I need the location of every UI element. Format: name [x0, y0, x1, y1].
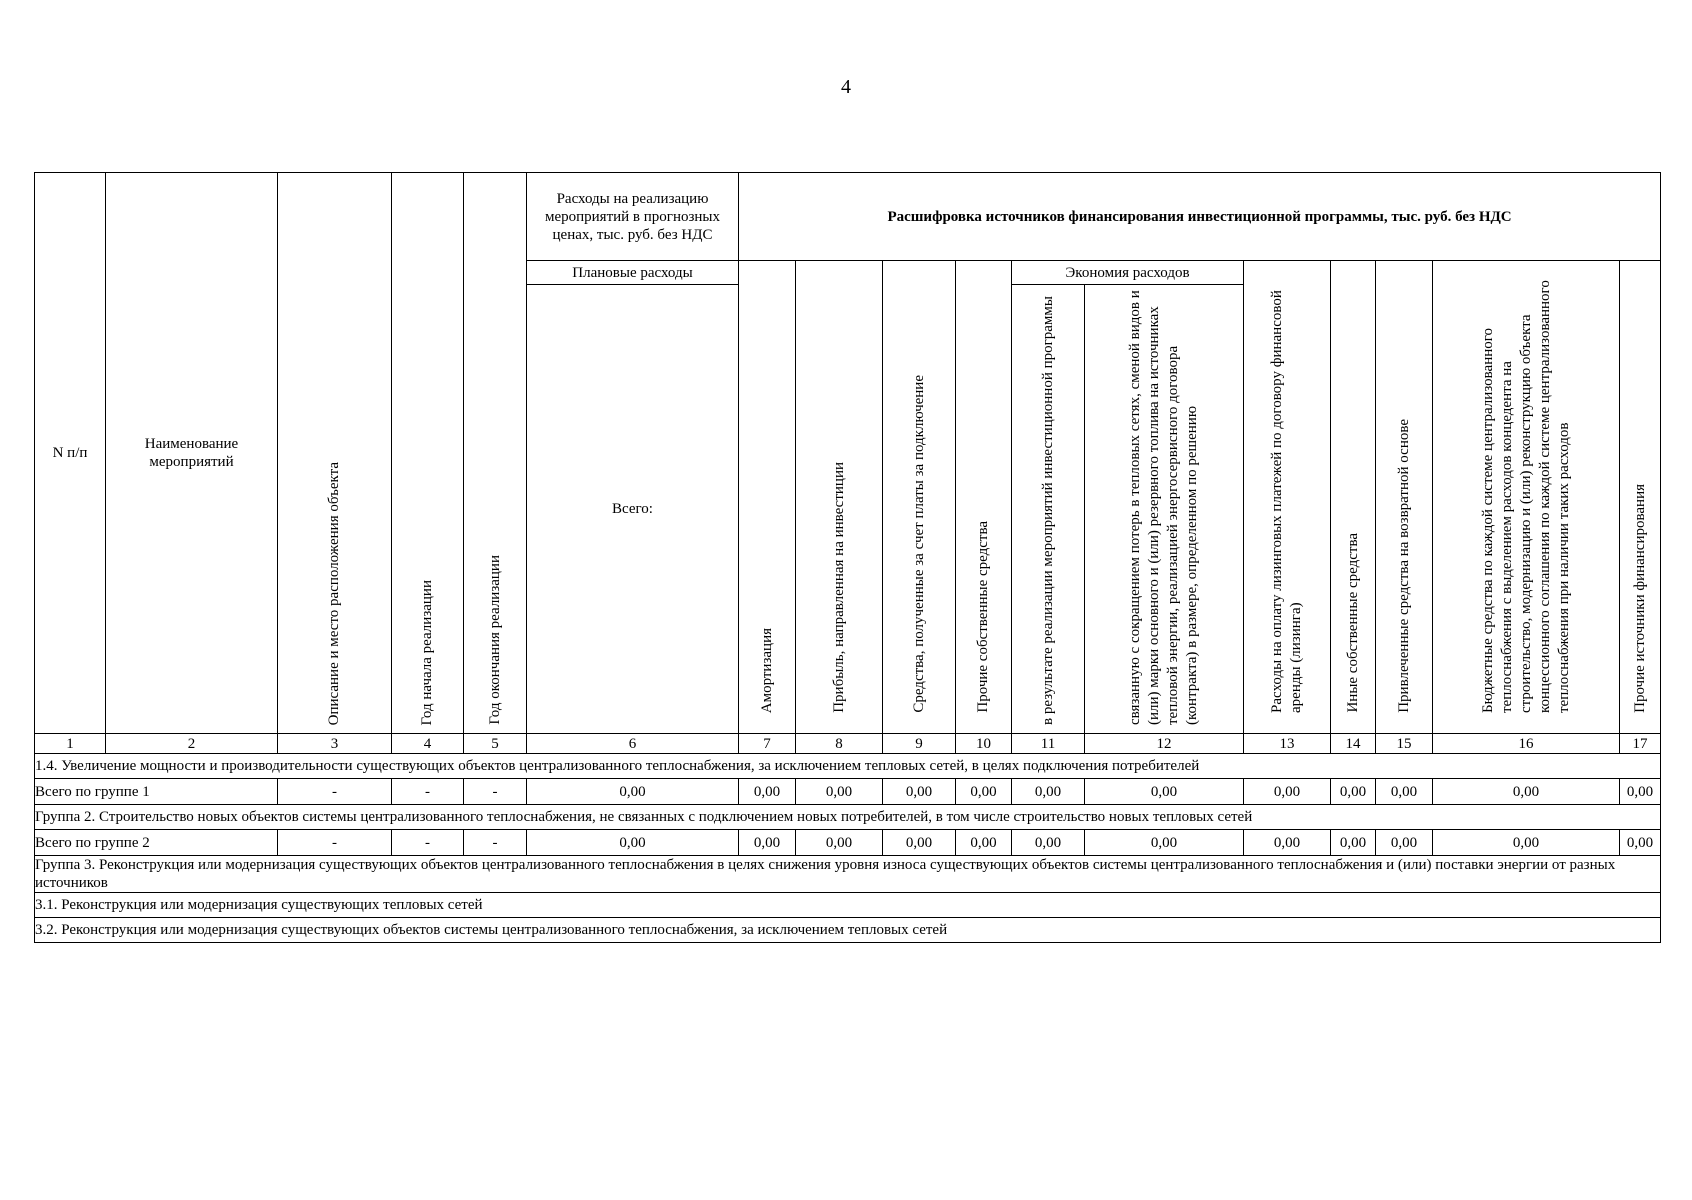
header-col-connection-fee-label: Средства, полученные за счет платы за подключение [910, 375, 927, 713]
table-cell: - [278, 779, 392, 805]
column-number: 2 [106, 734, 278, 754]
column-number: 7 [739, 734, 796, 754]
table-cell: 0,00 [1085, 779, 1244, 805]
header-col-economy-program [1012, 285, 1085, 734]
column-number: 5 [464, 734, 527, 754]
column-number: 12 [1085, 734, 1244, 754]
table-cell: 0,00 [1012, 830, 1085, 856]
header-col-name-label: Наименование мероприятий [144, 436, 239, 470]
header-col-other-own-label: Прочие собственные средства [975, 521, 991, 713]
header-col-economy-losses-label: связанную с сокращением потерь в тепловых сетях, сменой видов и (или) марки основного и (или) резервного топлива на источниках тепловой энергии, реализацией энергосервисного договора (контракта) в размере, определенном по решению [1127, 290, 1200, 725]
table-cell: - [392, 779, 464, 805]
column-number: 1 [35, 734, 106, 754]
header-col-end-year [464, 173, 527, 734]
table-cell: 0,00 [1376, 779, 1433, 805]
table-cell: 0,00 [1620, 779, 1661, 805]
column-number: 3 [278, 734, 392, 754]
section-row-3-2 [35, 918, 1661, 943]
table-cell: 0,00 [1244, 779, 1331, 805]
header-col-connection-fee [883, 261, 956, 734]
header-col-leasing-label: Расходы на оплату лизинговых платежей по договору финансовой аренды (лизинга) [1269, 290, 1304, 713]
header-funding-group-label: Расшифровка источников финансирования инвестиционной программы, тыс. руб. без НДС [887, 208, 1512, 225]
section-row-group-2 [35, 805, 1661, 830]
header-col-other-sources-label: Прочие источники финансирования [1631, 484, 1648, 713]
column-number: 15 [1376, 734, 1433, 754]
header-planned-expenses-label: Плановые расходы [572, 264, 693, 281]
section-title: 1.4. Увеличение мощности и производительности существующих объектов централизованного теплоснабжения, за исключением тепловых сетей, в целях подключения потребителей [35, 754, 1661, 779]
header-col-other-own [956, 261, 1012, 734]
header-col-end-year-label: Год окончания реализации [486, 555, 503, 725]
table-cell: 0,00 [527, 779, 739, 805]
table-cell: 0,00 [883, 779, 956, 805]
table-cell: 0,00 [956, 830, 1012, 856]
table-cell: 0,00 [739, 830, 796, 856]
header-planned-expenses [527, 261, 739, 285]
table-cell: 0,00 [527, 830, 739, 856]
header-col-budget-label: Бюджетные средства по каждой системе централизованного теплоснабжения с выделением расходов концедента на строительство, модернизацию и (или) реконструкцию объекта концессионного соглашения по каждой системе централизованного теплоснабжения при наличии таких расходов [1479, 280, 1572, 713]
header-col-number-label: N п/п [52, 445, 88, 461]
header-col-description-label: Описание и место расположения объекта [326, 461, 342, 725]
section-title: 3.1. Реконструкция или модернизация существующих тепловых сетей [35, 893, 1661, 918]
column-number: 17 [1620, 734, 1661, 754]
section-row-3-1 [35, 893, 1661, 918]
header-col-amortization-label: Амортизация [758, 627, 775, 713]
table-cell: 0,00 [1433, 779, 1620, 805]
section-title: Группа 2. Строительство новых объектов системы централизованного теплоснабжения, не связанных с подключением новых потребителей, в том числе строительство новых тепловых сетей [35, 805, 1661, 830]
investment-program-table [34, 172, 1661, 943]
page-number: 4 [841, 76, 851, 98]
table-cell: 0,00 [883, 830, 956, 856]
table-cell: 0,00 [956, 779, 1012, 805]
header-col-borrowed-label: Привлеченные средства на возвратной основе [1395, 419, 1412, 713]
header-col-total [527, 285, 739, 734]
header-col-start-year [392, 173, 464, 734]
column-number: 16 [1433, 734, 1620, 754]
header-col-description [278, 173, 392, 734]
column-number: 10 [956, 734, 1012, 754]
section-row-group-3 [35, 856, 1661, 893]
header-col-number [35, 173, 106, 734]
column-number: 6 [527, 734, 739, 754]
header-expenses-group [527, 173, 739, 261]
table-cell: - [278, 830, 392, 856]
header-col-profit [796, 261, 883, 734]
header-col-economy-losses [1085, 285, 1244, 734]
table-cell: 0,00 [796, 830, 883, 856]
header-col-name [106, 173, 278, 734]
table-cell: 0,00 [1012, 779, 1085, 805]
investment-table-wrapper [34, 172, 1660, 943]
total-label: Всего по группе 2 [35, 830, 278, 856]
header-col-start-year-label: Год начала реализации [419, 579, 435, 725]
table-cell: 0,00 [1620, 830, 1661, 856]
table-cell: 0,00 [1376, 830, 1433, 856]
section-title: Группа 3. Реконструкция или модернизация существующих объектов централизованного теплоснабжения в целях снижения уровня износа существующих объектов системы централизованного теплоснабжения и (или) поставки энергии от разных источников [35, 856, 1661, 893]
table-cell: 0,00 [1085, 830, 1244, 856]
table-cell: - [392, 830, 464, 856]
header-col-total-label: Всего: [612, 501, 653, 517]
header-economy-group [1012, 261, 1244, 285]
table-cell: 0,00 [1331, 830, 1376, 856]
header-col-economy-program-label: в результате реализации мероприятий инвестиционной программы [1039, 296, 1056, 725]
section-row-1-4 [35, 754, 1661, 779]
column-number: 13 [1244, 734, 1331, 754]
header-col-profit-label: Прибыль, направленная на инвестиции [830, 462, 847, 713]
header-row-1 [35, 173, 1661, 261]
header-funding-group [739, 173, 1661, 261]
table-cell: 0,00 [1331, 779, 1376, 805]
section-title: 3.2. Реконструкция или модернизация существующих объектов системы централизованного теплоснабжения, за исключением тепловых сетей [35, 918, 1661, 943]
header-col-borrowed [1376, 261, 1433, 734]
table-cell: - [464, 830, 527, 856]
column-number: 9 [883, 734, 956, 754]
header-col-amortization [739, 261, 796, 734]
header-col-budget [1433, 261, 1620, 734]
header-col-other-own-2-label: Иные собственные средства [1344, 533, 1361, 713]
table-cell: 0,00 [739, 779, 796, 805]
header-col-leasing [1244, 261, 1331, 734]
total-label: Всего по группе 1 [35, 779, 278, 805]
table-cell: 0,00 [1244, 830, 1331, 856]
table-cell: 0,00 [796, 779, 883, 805]
header-col-other-own-2 [1331, 261, 1376, 734]
total-row-group-1 [35, 779, 1661, 805]
header-economy-group-label: Экономия расходов [1065, 264, 1190, 281]
table-cell: - [464, 779, 527, 805]
column-number: 14 [1331, 734, 1376, 754]
column-number: 4 [392, 734, 464, 754]
header-expenses-group-label: Расходы на реализацию мероприятий в прогнозных ценах, тыс. руб. без НДС [544, 190, 721, 243]
total-row-group-2 [35, 830, 1661, 856]
table-cell: 0,00 [1433, 830, 1620, 856]
column-number: 8 [796, 734, 883, 754]
header-col-other-sources [1620, 261, 1661, 734]
column-number: 11 [1012, 734, 1085, 754]
column-numbers-row [35, 734, 1661, 754]
